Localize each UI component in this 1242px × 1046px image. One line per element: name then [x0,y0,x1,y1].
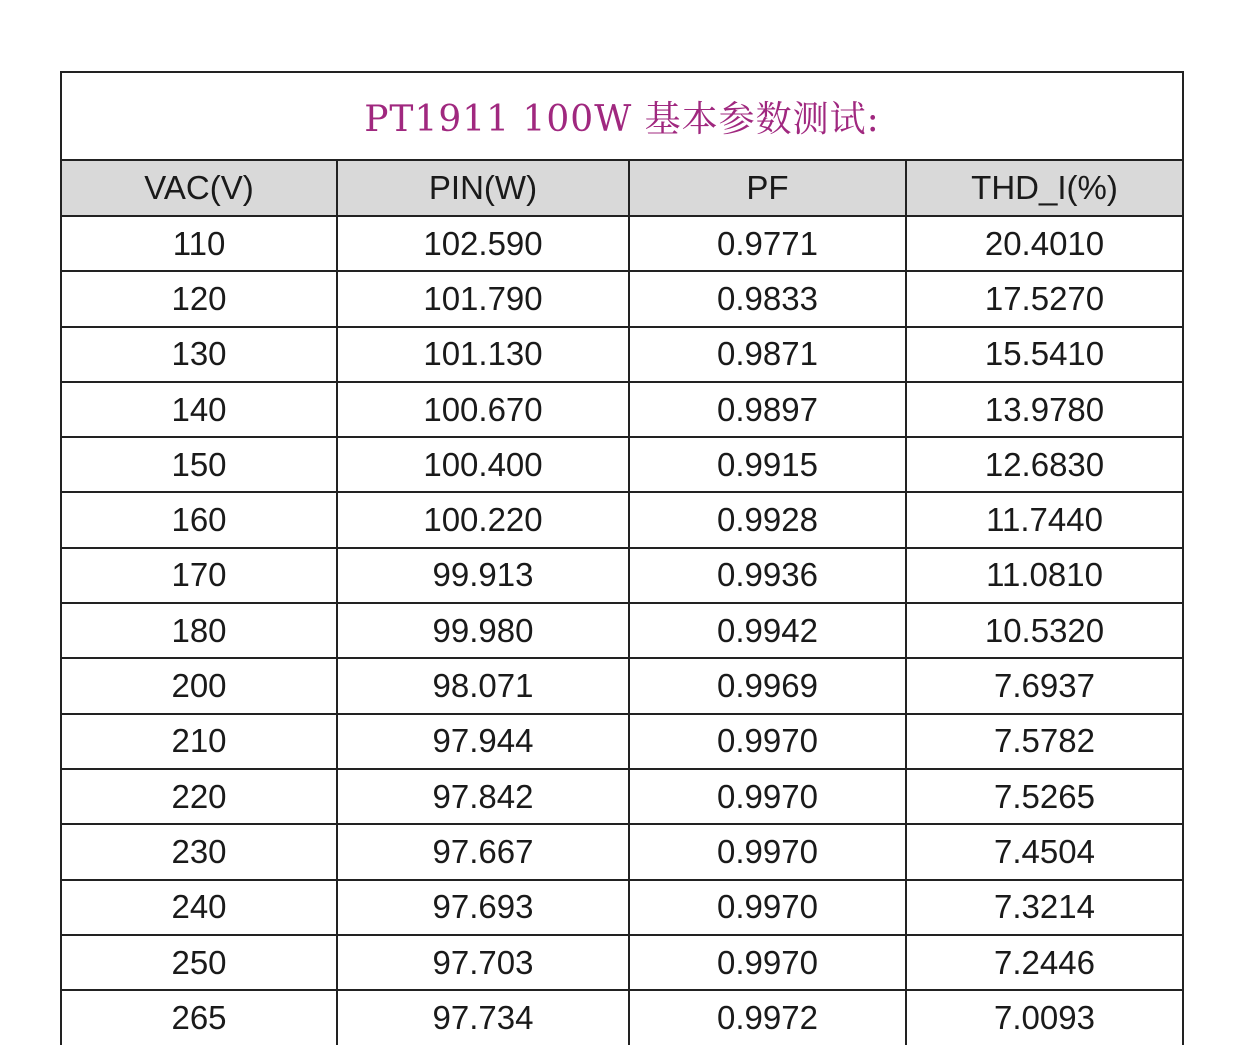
cell-vac: 200 [62,658,337,713]
cell-pin: 100.400 [337,437,629,492]
data-table [62,161,1182,1045]
cell-pf: 0.9833 [629,271,906,326]
cell-vac: 240 [62,880,337,935]
cell-pf: 0.9936 [629,548,906,603]
cell-pf: 0.9771 [629,216,906,271]
header-row [62,161,1182,216]
table-row [62,271,1182,326]
cell-vac: 250 [62,935,337,990]
cell-pin: 101.130 [337,327,629,382]
table-row [62,880,1182,935]
cell-pf: 0.9915 [629,437,906,492]
cell-pf: 0.9942 [629,603,906,658]
table-row [62,603,1182,658]
table-row [62,437,1182,492]
header-pin: PIN(W) [337,161,629,216]
table-row [62,714,1182,769]
table-body [62,216,1182,1045]
table-row [62,990,1182,1045]
header-pf: PF [629,161,906,216]
cell-thd: 7.0093 [994,999,1095,1037]
cell-pf: 0.9972 [629,990,906,1045]
cell-thd: 7.6937 [906,658,1182,713]
cell-thd: 10.5320 [906,603,1182,658]
cell-pin: 97.693 [337,880,629,935]
cell-pin: 97.703 [337,935,629,990]
table-row [62,216,1182,271]
table-row [62,824,1182,879]
cell-thd: 7.2446 [906,935,1182,990]
cell-pf: 0.9897 [629,382,906,437]
cell-pin: 100.670 [337,382,629,437]
cell-vac: 265 [62,990,337,1045]
table-title: PT1911 100W 基本参数测试: [62,73,1182,161]
cell-thd: 7.4504 [906,824,1182,879]
cell-pin: 97.667 [337,824,629,879]
cell-pin: 99.913 [337,548,629,603]
cell-pf: 0.9970 [629,714,906,769]
cell-pin: 97.944 [337,714,629,769]
table-row [62,935,1182,990]
cell-pf: 0.9969 [629,658,906,713]
cell-vac: 160 [62,492,337,547]
cell-vac: 220 [62,769,337,824]
table-row [62,548,1182,603]
cell-pf: 0.9928 [629,492,906,547]
header-thd: THD_I(%) [906,161,1182,216]
cell-pin: 98.071 [337,658,629,713]
cell-pf: 0.9970 [629,769,906,824]
cell-thd: 13.9780 [906,382,1182,437]
cell-vac: 120 [62,271,337,326]
header-vac: VAC(V) [62,161,337,216]
cell-vac: 170 [62,548,337,603]
cell-vac: 130 [62,327,337,382]
cell-vac: 230 [62,824,337,879]
cell-thd: 7.5265 [906,769,1182,824]
cell-pf: 0.9970 [629,880,906,935]
cell-thd: 12.6830 [906,437,1182,492]
cell-pin: 97.842 [337,769,629,824]
cell-vac: 210 [62,714,337,769]
cell-pf: 0.9970 [629,935,906,990]
cell-pin: 99.980 [337,603,629,658]
cell-vac: 110 [62,216,337,271]
cell-vac: 150 [62,437,337,492]
table-row [62,382,1182,437]
cell-thd: 17.5270 [906,271,1182,326]
table-row [62,327,1182,382]
cell-pf: 0.9871 [629,327,906,382]
table-row [62,769,1182,824]
cell-thd: 15.5410 [906,327,1182,382]
cell-pin: 102.590 [337,216,629,271]
cell-pin: 100.220 [337,492,629,547]
cell-thd: 7.3214 [906,880,1182,935]
cell-thd: 20.4010 [906,216,1182,271]
cell-vac: 140 [62,382,337,437]
cell-vac: 180 [62,603,337,658]
cell-thd: 11.0810 [906,548,1182,603]
table-row [62,492,1182,547]
cell-pf: 0.9970 [629,824,906,879]
cell-thd: 11.7440 [906,492,1182,547]
cell-pin: 97.734 [337,990,629,1045]
table-row [62,658,1182,713]
cell-thd: 7.5782 [906,714,1182,769]
parameter-table [60,71,1184,1045]
cell-pin: 101.790 [337,271,629,326]
